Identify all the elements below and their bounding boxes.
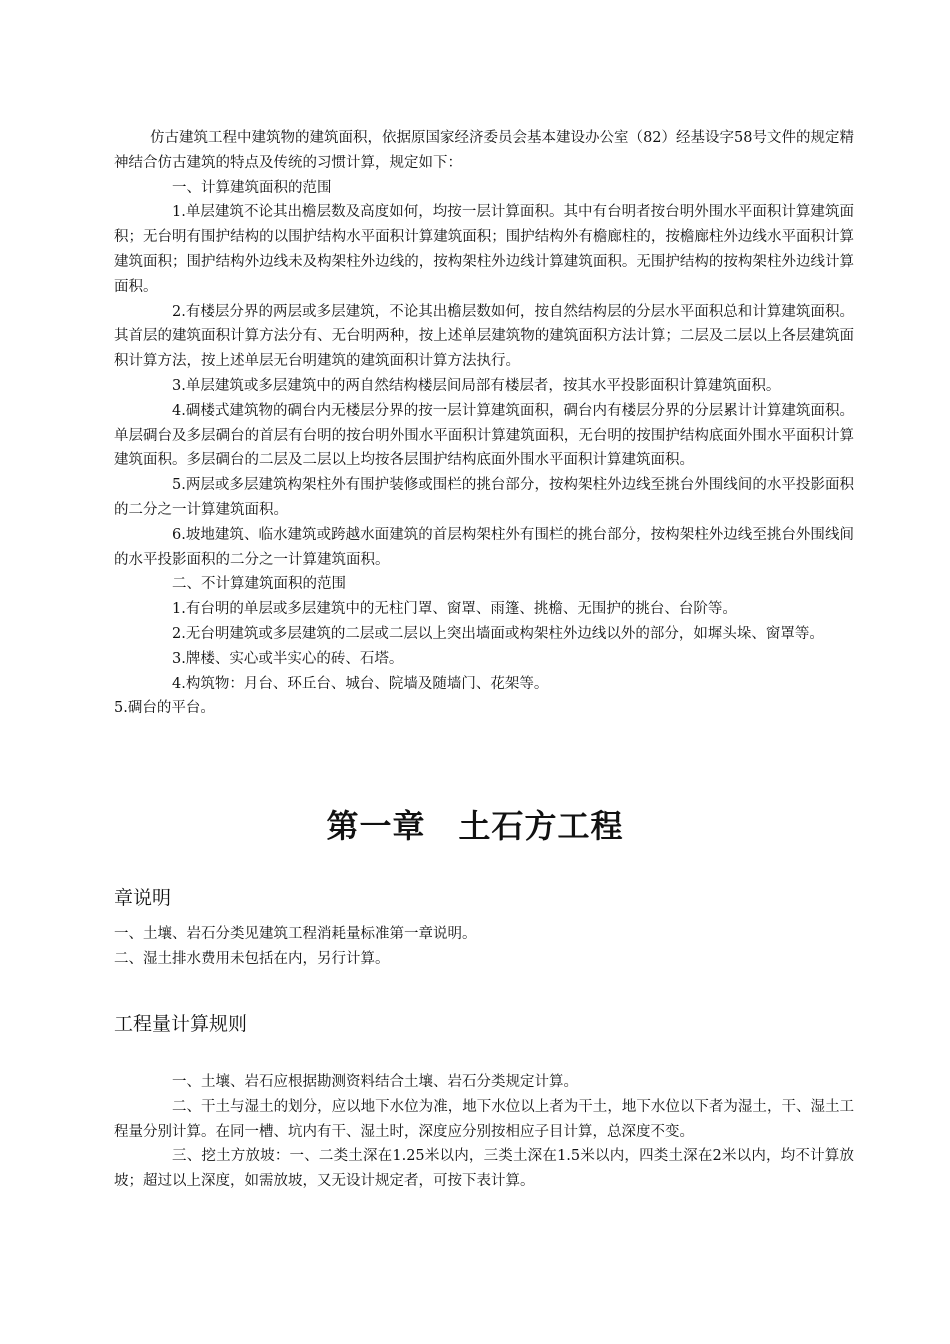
chapter-notes-list — [114, 922, 854, 972]
intro-section — [114, 126, 854, 721]
rule-item-1: 一、土壤、岩石应根据勘测资料结合土壤、岩石分类规定计算。 — [172, 1074, 578, 1090]
chapter-notes-heading: 章说明 — [114, 887, 172, 909]
scope-item-3: 3.单层建筑或多层建筑中的两自然结构楼层间局部有楼层者，按其水平投影面积计算建筑面积。 — [172, 377, 781, 394]
exclusion-item-2: 2.无台明建筑或多层建筑的二层或二层以上突出墙面或构架柱外边线以外的部分，如墀头垛、窗罩等。 — [172, 625, 824, 642]
scope-item-4: 4.碉楼式建筑物的碉台内无楼层分界的按一层计算建筑面积，碉台内有楼层分界的分层累计计算建筑面积。单层碉台及多层碉台的首层有台明的按台明外围水平面积计算建筑面积，无台明的按围护结构底面外围水平面积计算建筑面积。多层碉台的二层及二层以上均按各层围护结构底面外围水平面积计算建筑面积。 — [114, 402, 854, 469]
rules-list — [114, 1070, 854, 1194]
intro-paragraph: 仿古建筑工程中建筑物的建筑面积，依据原国家经济委员会基本建设办公室（82）经基设字58号文件的规定精神结合仿古建筑的特点及传统的习惯计算，规定如下： — [114, 130, 854, 171]
rule-item-3: 三、挖土方放坡：一、二类土深在1.25米以内，三类土深在1.5米以内，四类土深在2米以内，均不计算放坡；超过以上深度，如需放坡，又无设计规定者，可按下表计算。 — [114, 1148, 854, 1190]
rules-heading: 工程量计算规则 — [114, 1013, 248, 1035]
scope-item-1: 1.单层建筑不论其出檐层数及高度如何，均按一层计算面积。其中有台明者按台明外围水平面积计算建筑面积；无台明有围护结构的以围护结构水平面积计算建筑面积；围护结构外有檐廊柱的，按檐廊柱外边线水平面积计算建筑面积；围护结构外边线未及构架柱外边线的，按构架柱外边线计算建筑面积。无围护结构的按构架柱外边线计算面积。 — [114, 204, 854, 295]
exclusion-item-3: 3.牌楼、实心或半实心的砖、石塔。 — [172, 650, 404, 667]
chapter-note-2: 二、湿土排水费用未包括在内，另行计算。 — [114, 950, 390, 967]
section-heading-exclusions: 二、不计算建筑面积的范围 — [172, 576, 346, 593]
chapter-note-1: 一、土壤、岩石分类见建筑工程消耗量标准第一章说明。 — [114, 926, 477, 942]
chapter-title: 第一章 土石方工程 — [326, 807, 624, 845]
exclusion-item-4: 4.构筑物：月台、环丘台、城台、院墙及随墙门、花架等。 — [172, 675, 549, 692]
exclusion-item-1: 1.有台明的单层或多层建筑中的无柱门罩、窗罩、雨篷、挑檐、无围护的挑台、台阶等。 — [172, 601, 737, 618]
scope-item-6: 6.坡地建筑、临水建筑或跨越水面建筑的首层构架柱外有围栏的挑台部分，按构架柱外边线至挑台外围线间的水平投影面积的二分之一计算建筑面积。 — [114, 526, 854, 568]
rule-item-2: 二、干土与湿土的划分，应以地下水位为准，地下水位以上者为干土，地下水位以下者为湿土，干、湿土工程量分别计算。在同一槽、坑内有干、湿土时，深度应分别按相应子目计算，总深度不变。 — [114, 1098, 854, 1140]
scope-item-2: 2.有楼层分界的两层或多层建筑，不论其出檐层数如何，按自然结构层的分层水平面积总和计算建筑面积。其首层的建筑面积计算方法分有、无台明两种，按上述单层建筑物的建筑面积方法计算；二层及二层以上各层建筑面积计算方法，按上述单层无台明建筑的建筑面积计算方法执行。 — [114, 303, 854, 370]
exclusion-item-5: 5.碉台的平台。 — [114, 700, 215, 717]
section-heading-scope: 一、计算建筑面积的范围 — [172, 179, 332, 196]
scope-item-5: 5.两层或多层建筑构架柱外有围护装修或围栏的挑台部分，按构架柱外边线至挑台外围线间的水平投影面积的二分之一计算建筑面积。 — [114, 477, 854, 518]
